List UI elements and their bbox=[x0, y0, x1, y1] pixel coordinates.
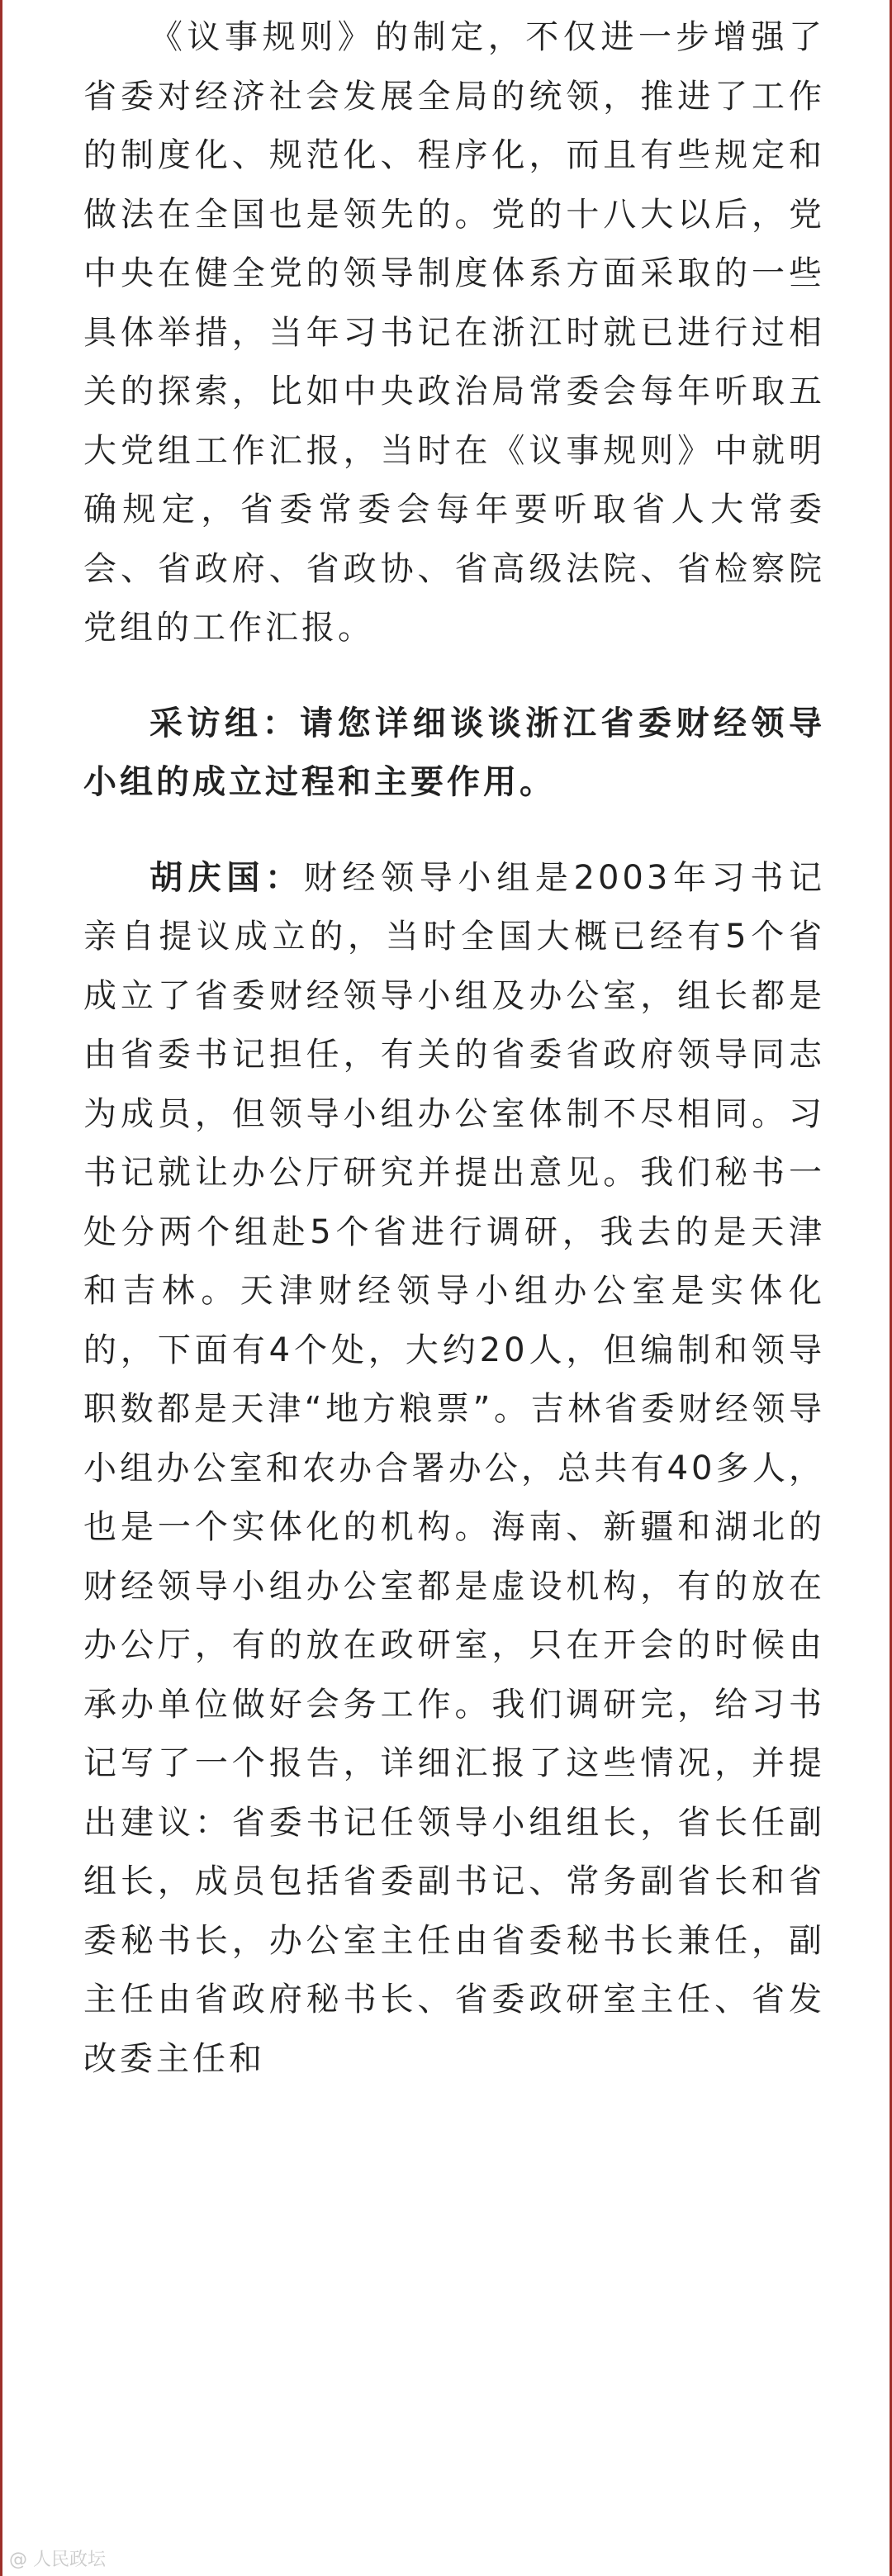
interview-answer bbox=[83, 849, 825, 2090]
answer-text: 财经领导小组是2003年习书记亲自提议成立的，当时全国大概已经有5个省成立了省委财经领导小组及办公室，组长都是由省委书记担任，有关的省委省政府领导同志为成员，但领导小组办公室体制不尽相同。习书记就让办公厅研究并提出意见。我们秘书一处分两个组赴5个省进行调研，我去的是天津和吉林。天津财经领导小组办公室是实体化的，下面有4个处，大约20人，但编制和领导职数都是天津“地方粮票”。吉林省委财经领导小组办公室和农办合署办公，总共有40多人，也是一个实体化的机构。海南、新疆和湖北的财经领导小组办公室都是虚设机构，有的放在办公厅，有的放在政研室，只在开会的时候由承办单位做好会务工作。我们调研完，给习书记写了一个报告，详细汇报了这些情况，并提出建议：省委书记任领导小组组长，省长任副组长，成员包括省委副书记、常务副省长和省委秘书长，办公室主任由省委秘书长兼任，副主任由省政府秘书长、省委政研室主任、省发改委主任和 bbox=[83, 858, 826, 2078]
answer-speaker: 胡庆国： bbox=[149, 858, 304, 897]
interview-question bbox=[83, 695, 825, 813]
question-text: 请您详细谈谈浙江省委财经领导小组的成立过程和主要作用。 bbox=[83, 704, 826, 801]
question-speaker: 采访组： bbox=[149, 704, 301, 742]
paragraph-intro: 《议事规则》的制定，不仅进一步增强了省委对经济社会发展全局的统领，推进了工作的制度化、规范化、程序化，而且有些规定和做法在全国也是领先的。党的十八大以后，党中央在健全党的领导制度体系方面采取的一些具体举措，当年习书记在浙江时就已进行过相关的探索，比如中央政治局常委会每年听取五大党组工作汇报，当时在《议事规则》中就明确规定，省委常委会每年要听取省人大常委会、省政府、省政协、省高级法院、省检察院党组的工作汇报。 bbox=[83, 18, 825, 647]
watermark-logo: @ 人民政坛 bbox=[9, 2550, 106, 2570]
article-body bbox=[83, 8, 825, 2089]
